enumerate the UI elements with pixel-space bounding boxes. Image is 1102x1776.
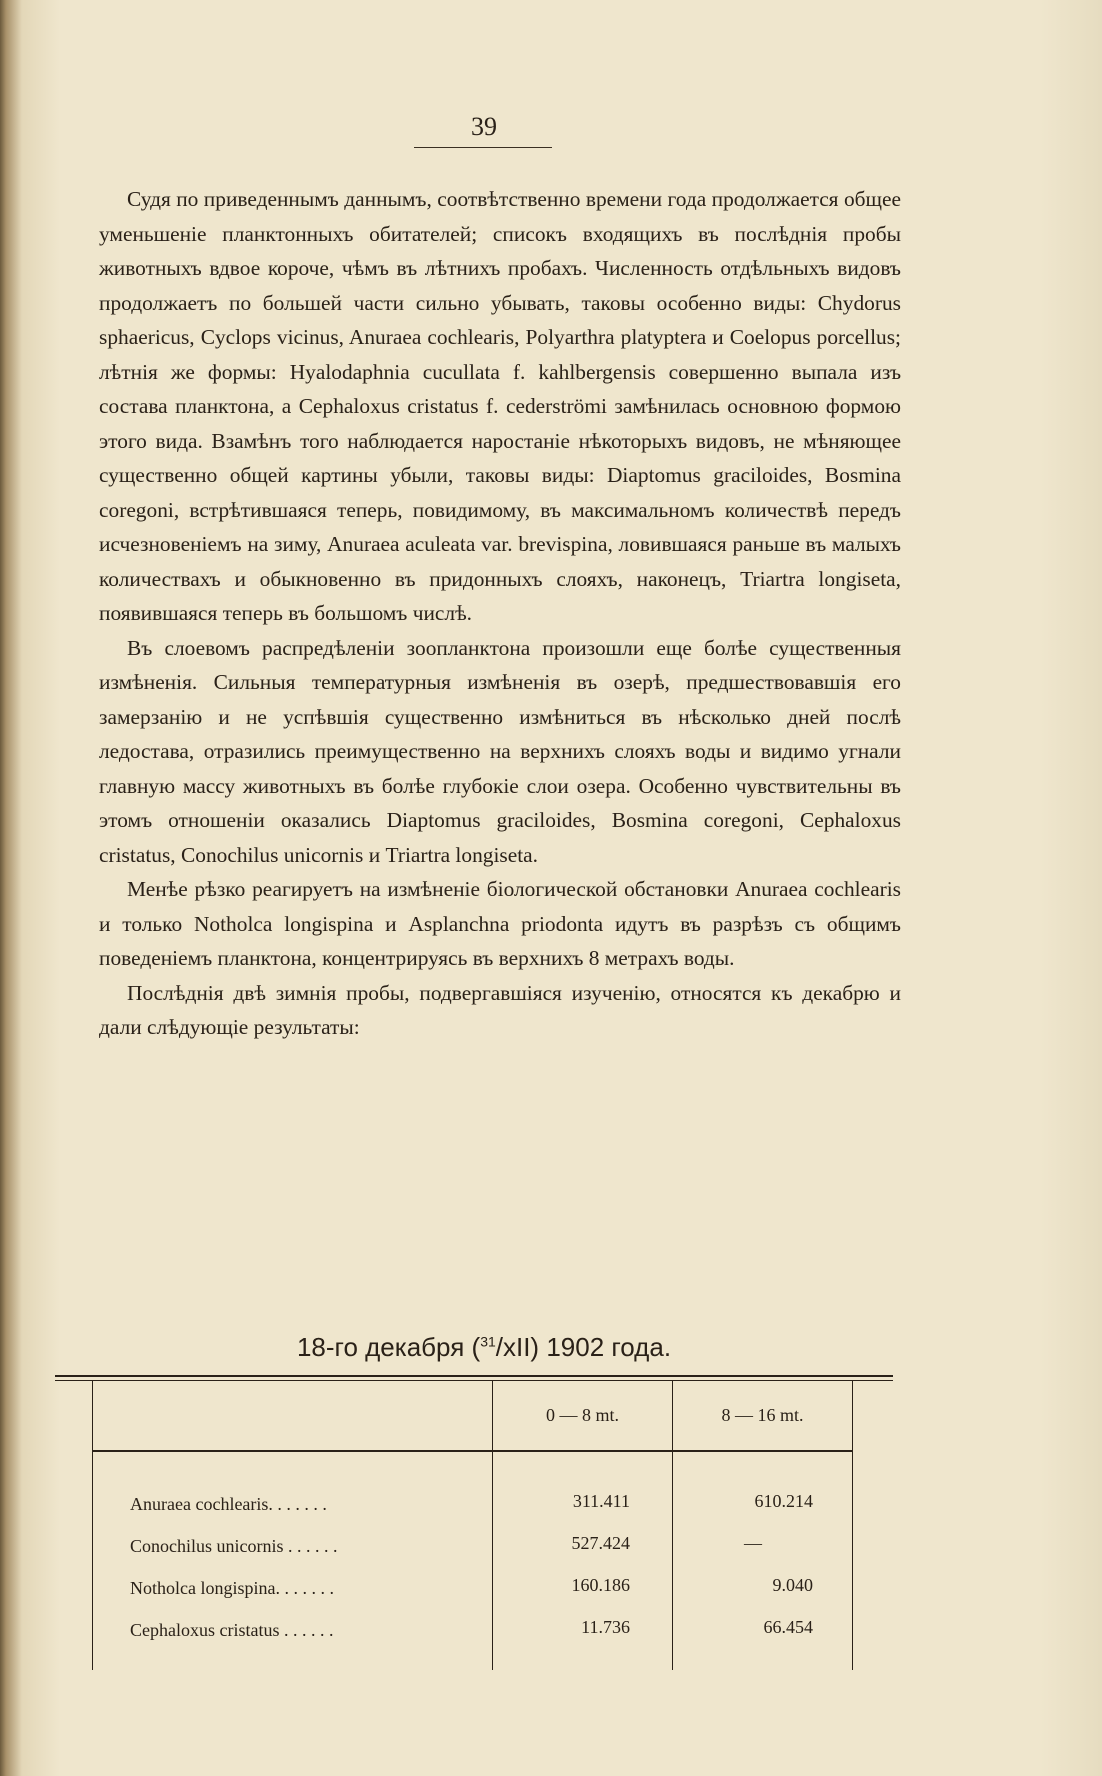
page-number-rule xyxy=(414,147,552,148)
row-v1-1: 311.411 xyxy=(572,1491,630,1511)
paragraph-4: Послѣднія двѣ зимнія пробы, подвергавшіяся изученію, относятся къ декабрю и дали слѣдующіе результаты: xyxy=(99,980,901,1039)
paragraph-2: Въ слоевомъ распредѣленіи зоопланктона произошли еще болѣе существенныя измѣненія. Сильныя температурныя измѣненія въ озерѣ, предшествовавшія его замерзанію и не успѣвшія существенно измѣниться въ нѣсколько дней послѣ ледостава, отразились преимущественно на верхнихъ слояхъ воды и видимо угнали главную массу животныхъ въ болѣе глубокіе слои озера. Особенно чувствительны въ этомъ отношеніи оказались Diaptomus graciloides, Bosmina coregoni, Cephaloxus cristatus, Conochilus unicornis и Triartra longiseta. xyxy=(99,635,901,867)
row-name-1: Anuraea cochlearis. . . . . . . xyxy=(130,1494,327,1514)
row-name-2: Conochilus unicornis . . . . . . xyxy=(130,1536,338,1556)
header-0-8: 0 — 8 mt. xyxy=(545,1405,619,1425)
page-number: 39 xyxy=(471,112,497,141)
body-text xyxy=(99,182,901,1045)
paragraph-1: Судя по приведеннымъ даннымъ, соотвѣтственно времени года продолжается общее уменьшеніе планктонныхъ обитателей; списокъ входящихъ въ послѣднія пробы животныхъ вдвое короче, чѣмъ въ лѣтнихъ пробахъ. Численность отдѣльныхъ видовъ продолжаетъ по большей части сильно убывать, таковы особенно виды: Chydorus sphaericus, Cyclops vicinus, Anuraea cochlearis, Polyarthra platyptera и Coelopus porcellus; лѣтнія же формы: Hyalodaphnia cucullata f. kahlbergensis совершенно выпала изъ состава планктона, а Cephaloxus cristatus f. cederströmi замѣнилась основною формою этого вида. Взамѣнъ того наблюдается наростаніе нѣкоторыхъ видовъ, не мѣняющее существенно общей картины убыли, таковы виды: Diaptomus graciloides, Bosmina coregoni, встрѣтившаяся теперь, повидимому, въ максимальномъ количествѣ передъ исчезновеніемъ на зиму, Anuraea aculeata var. brevispina, ловившаяся раньше въ малыхъ количествахъ и обыкновенно въ придонныхъ слояхъ, наконецъ, Triartra longiseta, появившаяся теперь въ большомъ числѣ. xyxy=(99,187,901,625)
row-v1-4: 11.736 xyxy=(581,1617,630,1637)
caption-tail: /xII) 1902 года. xyxy=(495,1332,672,1362)
caption-superscript: 31 xyxy=(480,1333,496,1350)
row-v1-2: 527.424 xyxy=(571,1533,630,1553)
row-v2-1: 610.214 xyxy=(754,1491,813,1511)
header-8-16: 8 — 16 mt. xyxy=(721,1405,804,1425)
table-top-rule xyxy=(55,1375,893,1377)
row-name-4: Cephaloxus cristatus . . . . . . xyxy=(130,1620,334,1640)
table-left-rule xyxy=(92,1381,93,1670)
row-v2-2: — xyxy=(744,1533,762,1553)
data-table xyxy=(55,1375,893,1670)
row-v2-3: 9.040 xyxy=(772,1575,813,1595)
table-header-rule xyxy=(92,1450,853,1452)
caption-main: 18-го декабря ( xyxy=(296,1332,481,1362)
row-v1-3: 160.186 xyxy=(571,1575,630,1595)
table-caption xyxy=(0,1332,968,1363)
table-top-rule-2 xyxy=(55,1380,893,1381)
paragraph-3: Менѣе рѣзко реагируетъ на измѣненіе біологической обстановки Anuraea cochlearis и только Notholca longispina и Asplanchna priodonta идутъ въ разрѣзъ съ общимъ поведеніемъ планктона, концентрируясь въ верхнихъ 8 метрахъ воды. xyxy=(99,877,901,970)
table-right-rule xyxy=(852,1381,853,1670)
row-name-3: Notholca longispina. . . . . . . xyxy=(130,1578,334,1598)
row-v2-4: 66.454 xyxy=(763,1617,813,1637)
